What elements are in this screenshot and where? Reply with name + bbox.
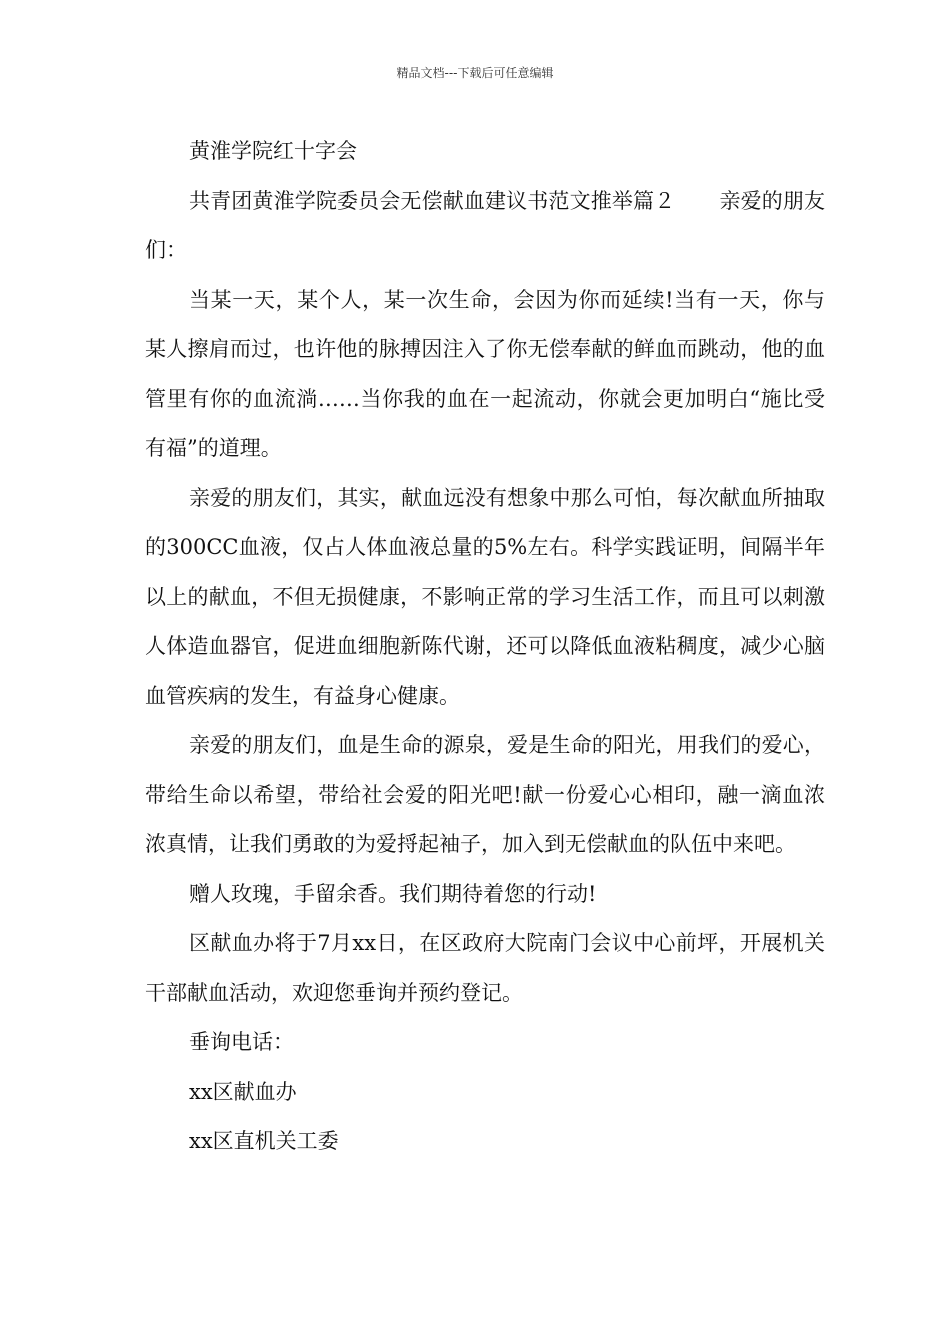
- document-body: [145, 127, 825, 1167]
- paragraph-1: 当某一天，某个人，某一次生命，会因为你而延续!当有一天，你与某人擦肩而过，也许他的脉搏因注入了你无偿奉献的鲜血而跳动，他的血管里有你的血流淌……当你我的血在一起流动，你就会更加明白“施比受有福”的道理。: [145, 287, 825, 460]
- org-line: 黄淮学院红十字会: [189, 139, 357, 163]
- paragraph-5: 区献血办将于7月xx日，在区政府大院南门会议中心前坪，开展机关干部献血活动，欢迎您垂询并预约登记。: [145, 931, 825, 1005]
- page-header: 精品文档---下载后可任意编辑: [396, 66, 554, 80]
- paragraph-3: 亲爱的朋友们，血是生命的源泉，爱是生命的阳光，用我们的爱心，带给生命以希望，带给社会爱的阳光吧!献一份爱心心相印，融一滴血浓浓真情，让我们勇敢的为爱捋起袖子，加入到无偿献血的队伍中来吧。: [145, 733, 825, 856]
- paragraph-4: 赠人玫瑰，手留余香。我们期待着您的行动!: [189, 881, 597, 906]
- paragraph-7: xx区献血办: [189, 1079, 297, 1104]
- greeting: 亲爱的朋友们：: [145, 188, 826, 262]
- document-title: 共青团黄淮学院委员会无偿献血建议书范文推举篇２: [189, 188, 676, 213]
- paragraph-6: 垂询电话：: [189, 1030, 294, 1054]
- paragraph-8: xx区直机关工委: [189, 1129, 339, 1153]
- title-paragraph: [145, 177, 825, 276]
- paragraph-2: 亲爱的朋友们，其实，献血远没有想象中那么可怕，每次献血所抽取的300CC血液，仅占人体血液总量的5%左右。科学实践证明，间隔半年以上的献血，不但无损健康，不影响正常的学习生活工作，而且可以刺激人体造血器官，促进血细胞新陈代谢，还可以降低血液粘稠度，减少心脑血管疾病的发生，有益身心健康。: [145, 485, 825, 708]
